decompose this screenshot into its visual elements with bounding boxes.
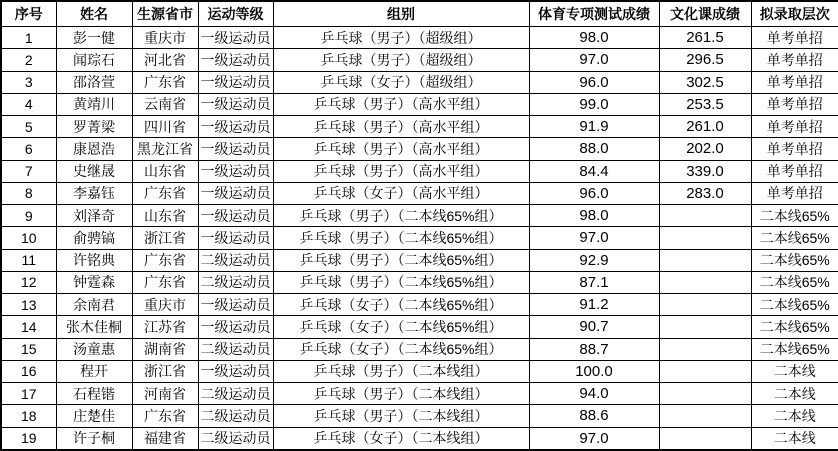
- cell-province: 黑龙江省: [132, 138, 198, 160]
- cell-admission_level: 单考单招: [751, 71, 838, 93]
- cell-culture_score: [659, 383, 751, 405]
- table-row: [1, 116, 838, 138]
- column-header-index: 序号: [1, 1, 56, 27]
- cell-group: 乒乓球（男子）（二本线组）: [273, 383, 529, 405]
- cell-index: 2: [1, 49, 56, 71]
- cell-name: 汤童惠: [56, 338, 132, 360]
- cell-index: 5: [1, 116, 56, 138]
- cell-index: 18: [1, 405, 56, 427]
- cell-group: 乒乓球（男子）（二本线65%组）: [273, 227, 529, 249]
- cell-culture_score: [659, 405, 751, 427]
- table-row: [1, 338, 838, 360]
- cell-province: 河北省: [132, 49, 198, 71]
- cell-group: 乒乓球（女子）（高水平组）: [273, 182, 529, 204]
- cell-culture_score: [659, 316, 751, 338]
- cell-index: 12: [1, 271, 56, 293]
- cell-index: 15: [1, 338, 56, 360]
- cell-group: 乒乓球（女子）（二本线65%组）: [273, 338, 529, 360]
- cell-culture_score: 261.0: [659, 116, 751, 138]
- table-body: [1, 27, 838, 451]
- cell-group: 乒乓球（男子）（高水平组）: [273, 93, 529, 115]
- cell-athlete_level: 一级运动员: [198, 138, 273, 160]
- cell-sport_test_score: 97.0: [529, 49, 659, 71]
- cell-culture_score: [659, 249, 751, 271]
- cell-culture_score: [659, 294, 751, 316]
- cell-name: 史继晟: [56, 160, 132, 182]
- cell-sport_test_score: 91.9: [529, 116, 659, 138]
- cell-name: 余南君: [56, 294, 132, 316]
- table-row: [1, 138, 838, 160]
- cell-index: 4: [1, 93, 56, 115]
- cell-group: 乒乓球（女子）（超级组）: [273, 71, 529, 93]
- cell-athlete_level: 一级运动员: [198, 227, 273, 249]
- cell-admission_level: 二本线: [751, 360, 838, 382]
- cell-province: 山东省: [132, 205, 198, 227]
- cell-athlete_level: 一级运动员: [198, 182, 273, 204]
- cell-index: 19: [1, 427, 56, 450]
- table-row: [1, 405, 838, 427]
- cell-group: 乒乓球（男子）（二本线65%组）: [273, 249, 529, 271]
- cell-sport_test_score: 98.0: [529, 27, 659, 49]
- cell-index: 8: [1, 182, 56, 204]
- cell-admission_level: 二本线65%: [751, 205, 838, 227]
- cell-province: 广东省: [132, 71, 198, 93]
- cell-group: 乒乓球（女子）（二本线组）: [273, 427, 529, 450]
- cell-province: 广东省: [132, 271, 198, 293]
- cell-name: 庄楚佳: [56, 405, 132, 427]
- cell-athlete_level: 二级运动员: [198, 383, 273, 405]
- cell-admission_level: 二本线: [751, 383, 838, 405]
- column-header-culture_score: 文化课成绩: [659, 1, 751, 27]
- column-header-sport_test_score: 体育专项测试成绩: [529, 1, 659, 27]
- cell-name: 刘泽奇: [56, 205, 132, 227]
- cell-province: 广东省: [132, 405, 198, 427]
- table-row: [1, 93, 838, 115]
- cell-group: 乒乓球（男子）（高水平组）: [273, 138, 529, 160]
- cell-admission_level: 单考单招: [751, 116, 838, 138]
- table-row: [1, 294, 838, 316]
- cell-admission_level: 单考单招: [751, 93, 838, 115]
- cell-group: 乒乓球（男子）（二本线组）: [273, 405, 529, 427]
- cell-admission_level: 二本线65%: [751, 271, 838, 293]
- cell-athlete_level: 二级运动员: [198, 249, 273, 271]
- cell-athlete_level: 一级运动员: [198, 71, 273, 93]
- table-row: [1, 182, 838, 204]
- cell-admission_level: 二本线65%: [751, 316, 838, 338]
- cell-name: 许子桐: [56, 427, 132, 450]
- cell-sport_test_score: 96.0: [529, 182, 659, 204]
- cell-name: 钟霆森: [56, 271, 132, 293]
- cell-province: 福建省: [132, 427, 198, 450]
- cell-athlete_level: 一级运动员: [198, 160, 273, 182]
- cell-admission_level: 二本线65%: [751, 338, 838, 360]
- cell-province: 山东省: [132, 160, 198, 182]
- table-row: [1, 71, 838, 93]
- table-row: [1, 249, 838, 271]
- cell-index: 13: [1, 294, 56, 316]
- cell-name: 邵洛萱: [56, 71, 132, 93]
- cell-culture_score: 202.0: [659, 138, 751, 160]
- table-row: [1, 383, 838, 405]
- cell-culture_score: [659, 205, 751, 227]
- cell-index: 16: [1, 360, 56, 382]
- cell-province: 浙江省: [132, 227, 198, 249]
- cell-sport_test_score: 96.0: [529, 71, 659, 93]
- cell-group: 乒乓球（男子）（高水平组）: [273, 160, 529, 182]
- cell-sport_test_score: 91.2: [529, 294, 659, 316]
- table-row: [1, 27, 838, 49]
- cell-name: 彭一健: [56, 27, 132, 49]
- cell-index: 1: [1, 27, 56, 49]
- cell-sport_test_score: 88.7: [529, 338, 659, 360]
- table-row: [1, 160, 838, 182]
- cell-culture_score: 261.5: [659, 27, 751, 49]
- cell-index: 7: [1, 160, 56, 182]
- cell-athlete_level: 一级运动员: [198, 316, 273, 338]
- cell-sport_test_score: 100.0: [529, 360, 659, 382]
- cell-province: 湖南省: [132, 338, 198, 360]
- column-header-group: 组别: [273, 1, 529, 27]
- cell-group: 乒乓球（女子）（二本线65%组）: [273, 294, 529, 316]
- cell-athlete_level: 二级运动员: [198, 271, 273, 293]
- cell-culture_score: 302.5: [659, 71, 751, 93]
- table-row: [1, 316, 838, 338]
- cell-province: 河南省: [132, 383, 198, 405]
- cell-sport_test_score: 99.0: [529, 93, 659, 115]
- cell-athlete_level: 一级运动员: [198, 360, 273, 382]
- cell-province: 四川省: [132, 116, 198, 138]
- cell-group: 乒乓球（男子）（超级组）: [273, 27, 529, 49]
- cell-admission_level: 二本线: [751, 405, 838, 427]
- cell-group: 乒乓球（男子）（二本线65%组）: [273, 205, 529, 227]
- cell-group: 乒乓球（女子）（二本线65%组）: [273, 316, 529, 338]
- cell-sport_test_score: 88.0: [529, 138, 659, 160]
- cell-culture_score: [659, 227, 751, 249]
- table-row: [1, 427, 838, 450]
- cell-culture_score: [659, 338, 751, 360]
- cell-province: 江苏省: [132, 316, 198, 338]
- cell-group: 乒乓球（男子）（二本线65%组）: [273, 271, 529, 293]
- cell-admission_level: 二本线65%: [751, 227, 838, 249]
- cell-name: 罗菁梁: [56, 116, 132, 138]
- cell-admission_level: 二本线65%: [751, 249, 838, 271]
- cell-athlete_level: 一级运动员: [198, 294, 273, 316]
- cell-athlete_level: 一级运动员: [198, 93, 273, 115]
- cell-index: 11: [1, 249, 56, 271]
- cell-index: 14: [1, 316, 56, 338]
- cell-province: 重庆市: [132, 294, 198, 316]
- column-header-admission_level: 拟录取层次: [751, 1, 838, 27]
- cell-province: 浙江省: [132, 360, 198, 382]
- cell-athlete_level: 二级运动员: [198, 427, 273, 450]
- table-header: [1, 1, 838, 27]
- cell-admission_level: 单考单招: [751, 49, 838, 71]
- cell-admission_level: 二本线65%: [751, 294, 838, 316]
- cell-athlete_level: 一级运动员: [198, 27, 273, 49]
- table-row: [1, 227, 838, 249]
- cell-culture_score: 283.0: [659, 182, 751, 204]
- cell-name: 李嘉钰: [56, 182, 132, 204]
- cell-sport_test_score: 92.9: [529, 249, 659, 271]
- cell-athlete_level: 一级运动员: [198, 116, 273, 138]
- table-row: [1, 205, 838, 227]
- cell-sport_test_score: 84.4: [529, 160, 659, 182]
- cell-culture_score: 253.5: [659, 93, 751, 115]
- cell-sport_test_score: 97.0: [529, 227, 659, 249]
- cell-name: 黄靖川: [56, 93, 132, 115]
- cell-group: 乒乓球（男子）（超级组）: [273, 49, 529, 71]
- cell-culture_score: [659, 427, 751, 450]
- cell-admission_level: 单考单招: [751, 27, 838, 49]
- cell-sport_test_score: 97.0: [529, 427, 659, 450]
- header-row: [1, 1, 838, 27]
- cell-index: 3: [1, 71, 56, 93]
- cell-name: 俞骋镐: [56, 227, 132, 249]
- cell-name: 张木佳桐: [56, 316, 132, 338]
- cell-admission_level: 单考单招: [751, 160, 838, 182]
- cell-sport_test_score: 90.7: [529, 316, 659, 338]
- cell-culture_score: [659, 271, 751, 293]
- cell-sport_test_score: 94.0: [529, 383, 659, 405]
- cell-index: 10: [1, 227, 56, 249]
- cell-athlete_level: 二级运动员: [198, 338, 273, 360]
- cell-name: 许铭典: [56, 249, 132, 271]
- cell-province: 广东省: [132, 249, 198, 271]
- cell-province: 云南省: [132, 93, 198, 115]
- column-header-province: 生源省市: [132, 1, 198, 27]
- cell-athlete_level: 一级运动员: [198, 49, 273, 71]
- cell-name: 康恩浩: [56, 138, 132, 160]
- cell-index: 6: [1, 138, 56, 160]
- cell-culture_score: 296.5: [659, 49, 751, 71]
- column-header-athlete_level: 运动等级: [198, 1, 273, 27]
- cell-province: 广东省: [132, 182, 198, 204]
- cell-name: 闻琮石: [56, 49, 132, 71]
- cell-culture_score: [659, 360, 751, 382]
- cell-name: 程开: [56, 360, 132, 382]
- column-header-name: 姓名: [56, 1, 132, 27]
- cell-group: 乒乓球（男子）（二本线组）: [273, 360, 529, 382]
- table-row: [1, 360, 838, 382]
- cell-admission_level: 单考单招: [751, 138, 838, 160]
- cell-sport_test_score: 98.0: [529, 205, 659, 227]
- cell-index: 9: [1, 205, 56, 227]
- cell-province: 重庆市: [132, 27, 198, 49]
- cell-sport_test_score: 88.6: [529, 405, 659, 427]
- cell-athlete_level: 一级运动员: [198, 205, 273, 227]
- cell-group: 乒乓球（男子）（高水平组）: [273, 116, 529, 138]
- cell-admission_level: 单考单招: [751, 182, 838, 204]
- cell-index: 17: [1, 383, 56, 405]
- cell-culture_score: 339.0: [659, 160, 751, 182]
- table-row: [1, 49, 838, 71]
- cell-sport_test_score: 87.1: [529, 271, 659, 293]
- cell-admission_level: 二本线: [751, 427, 838, 450]
- cell-athlete_level: 二级运动员: [198, 405, 273, 427]
- table-row: [1, 271, 838, 293]
- cell-name: 石程锴: [56, 383, 132, 405]
